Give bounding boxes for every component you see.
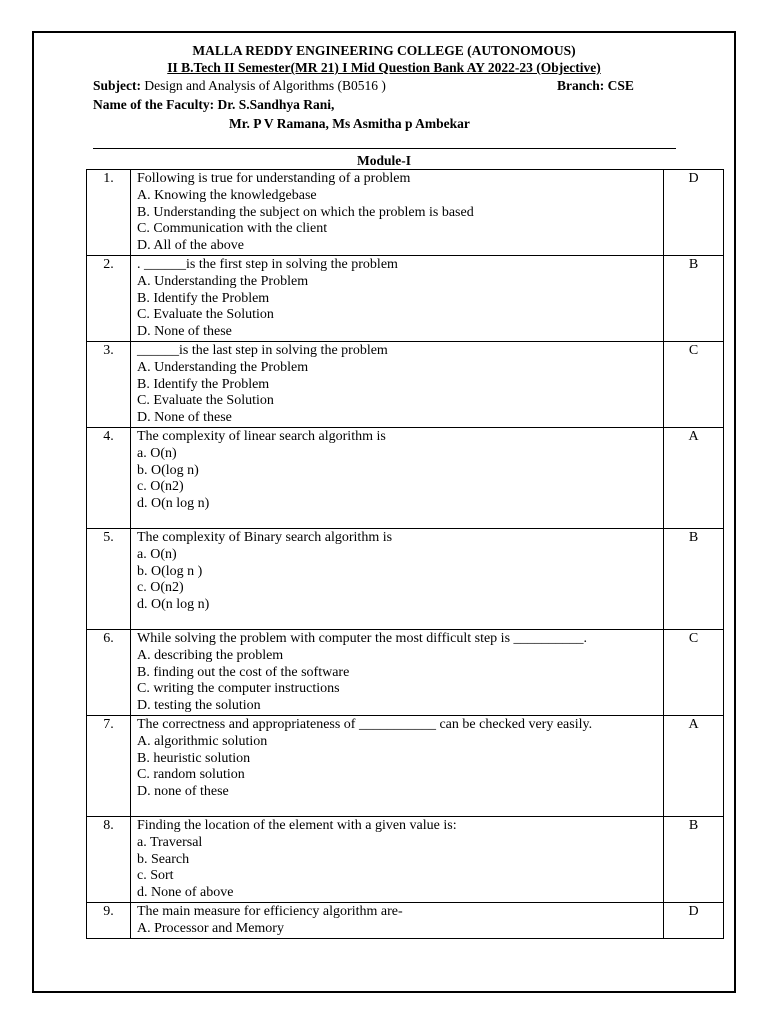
answer-option: d. None of above [137, 885, 234, 901]
question-text: . ______is the first step in solving the problem [137, 256, 398, 272]
correct-answer: A [664, 715, 724, 816]
faculty-names-1: Dr. S.Sandhya Rani, [217, 97, 335, 112]
subject-line [93, 78, 653, 94]
answer-option: D. All of the above [137, 238, 244, 254]
answer-option: C. Communication with the client [137, 221, 328, 237]
question-body [131, 255, 664, 341]
question-number: 3. [87, 341, 131, 427]
correct-answer: C [664, 629, 724, 715]
answer-option: d. O(n log n) [137, 496, 210, 512]
question-row [87, 255, 724, 341]
correct-answer: B [664, 816, 724, 902]
answer-option: C. random solution [137, 767, 245, 783]
question-number: 7. [87, 715, 131, 816]
question-number: 9. [87, 902, 131, 938]
answer-option: b. O(log n ) [137, 563, 203, 579]
subject-value: Design and Analysis of Algorithms (B0516 ) [144, 78, 386, 93]
answer-option: c. O(n2) [137, 479, 184, 495]
branch-label: Branch: CSE [557, 78, 634, 93]
answer-option: A. Understanding the Problem [137, 359, 309, 375]
question-number: 8. [87, 816, 131, 902]
answer-option: b. O(log n) [137, 462, 199, 478]
question-row [87, 816, 724, 902]
question-text: The complexity of linear search algorithm is [137, 428, 386, 444]
question-row [87, 170, 724, 256]
faculty-line-1 [93, 97, 768, 113]
answer-option: D. testing the solution [137, 698, 261, 714]
exam-title: II B.Tech II Semester(MR 21) I Mid Question Bank AY 2022-23 (Objective) [167, 60, 601, 75]
answer-option: A. describing the problem [137, 647, 284, 663]
question-text: ______is the last step in solving the problem [137, 342, 388, 358]
question-text: While solving the problem with computer the most difficult step is __________. [137, 630, 588, 646]
answer-option: B. Identify the Problem [137, 376, 270, 392]
correct-answer: D [664, 170, 724, 256]
answer-option: b. Search [137, 851, 190, 867]
question-number: 5. [87, 528, 131, 629]
answer-option: a. O(n) [137, 546, 177, 562]
question-body [131, 341, 664, 427]
subject-label: Subject: [93, 78, 141, 93]
question-row [87, 528, 724, 629]
answer-option: D. None of these [137, 410, 232, 426]
answer-option: A. Knowing the knowledgebase [137, 187, 317, 203]
correct-answer: C [664, 341, 724, 427]
question-number: 6. [87, 629, 131, 715]
answer-option: C. writing the computer instructions [137, 681, 340, 697]
question-body [131, 816, 664, 902]
faculty-names-2: Mr. P V Ramana, Ms Asmitha p Ambekar [229, 116, 470, 131]
question-row [87, 715, 724, 816]
answer-option: C. Evaluate the Solution [137, 393, 274, 409]
answer-option: A. Understanding the Problem [137, 273, 309, 289]
answer-option: a. Traversal [137, 834, 203, 850]
question-body [131, 902, 664, 938]
question-number: 4. [87, 427, 131, 528]
correct-answer: B [664, 528, 724, 629]
question-body [131, 629, 664, 715]
question-number: 1. [87, 170, 131, 256]
question-text: The main measure for efficiency algorithm are- [137, 903, 403, 919]
answer-option: C. Evaluate the Solution [137, 307, 274, 323]
question-body [131, 427, 664, 528]
answer-option: D. none of these [137, 784, 229, 800]
answer-option: a. O(n) [137, 445, 177, 461]
question-row [87, 427, 724, 528]
answer-option: c. Sort [137, 868, 174, 884]
answer-option: B. finding out the cost of the software [137, 664, 350, 680]
answer-option: d. O(n log n) [137, 597, 210, 613]
question-text: The correctness and appropriateness of ___________ can be checked very easily. [137, 716, 593, 732]
answer-option: c. O(n2) [137, 580, 184, 596]
question-text: Following is true for understanding of a problem [137, 171, 411, 186]
answer-option: A. algorithmic solution [137, 733, 268, 749]
question-body [131, 170, 664, 256]
question-row [87, 902, 724, 938]
college-title: MALLA REDDY ENGINEERING COLLEGE (AUTONOMOUS) [192, 43, 576, 58]
correct-answer: D [664, 902, 724, 938]
answer-option: D. None of these [137, 324, 232, 340]
answer-option: A. Processor and Memory [137, 920, 284, 936]
answer-option: B. heuristic solution [137, 750, 251, 766]
faculty-label: Name of the Faculty: [93, 97, 215, 112]
question-text: Finding the location of the element with a given value is: [137, 817, 457, 833]
question-row [87, 341, 724, 427]
question-text: The complexity of Binary search algorithm is [137, 529, 393, 545]
question-body [131, 715, 664, 816]
question-number: 2. [87, 255, 131, 341]
module-title: Module-I [357, 153, 411, 168]
question-table [86, 169, 724, 939]
correct-answer: A [664, 427, 724, 528]
correct-answer: B [664, 255, 724, 341]
answer-option: B. Understanding the subject on which the problem is based [137, 204, 474, 220]
question-row [87, 629, 724, 715]
header-divider [93, 148, 676, 149]
answer-option: B. Identify the Problem [137, 290, 270, 306]
question-body [131, 528, 664, 629]
